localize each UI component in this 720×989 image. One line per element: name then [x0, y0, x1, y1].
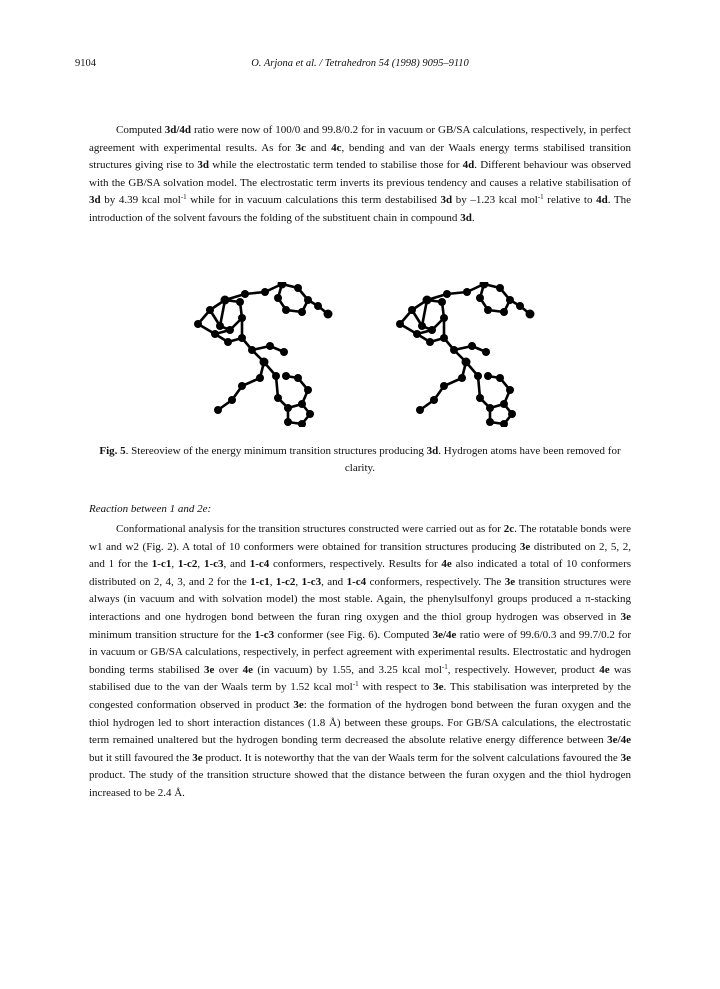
- molecule-right-view: [396, 282, 535, 427]
- paragraph-computed-ratio: [89, 122, 631, 228]
- running-head: O. Arjona et al. / Tetrahedron 54 (1998) 9095–9110: [251, 58, 469, 69]
- paragraph-text: Computed 3d/4d ratio were now of 100/0 and 99.8/0.2 for in vacuum or GB/SA calculations, respectively, in perfect agreement with experimental results. As for 3c and 4c, bending and van der Waals energy terms stabilised transition structures giving rise to 3d while the electrostatic term tended to stabilise those for 4d. Different behaviour was observed with the GB/SA solvation model. The electrostatic term inverts its previous tendency and causes a relative stabilisation of 3d by 4.39 kcal mol$^{-1}$ while for in vacuum calculations this term destabilised 3d by –1.23 kcal mol$^{-1}$ relative to 4d. The introduction of the solvent favours the folding of the substituent chain in compound 3d.: [89, 124, 631, 224]
- page-header: [75, 58, 645, 72]
- paragraph-reaction-1-2e: [89, 521, 631, 803]
- stereoview-figure: [180, 282, 560, 427]
- section-subheading: Reaction between 1 and 2e:: [89, 503, 212, 515]
- paragraph-text: Conformational analysis for the transition structures constructed were carried out as for 2c. The rotatable bonds were w1 and w2 (Fig. 2). A total of 10 conformers were obtained for transition structures producing 3e distributed on 2, 5, 2, and 1 for the 1-c1, 1-c2, 1-c3, and 1-c4 conformers, respectively. Results for 4e also indicated a total of 10 conformers distributed on 2, 4, 3, and 2 for the 1-c1, 1-c2, 1-c3, and 1-c4 conformers, respectively. The 3e transition structures were always (in vacuum and with solvation model) the most stable. Again, the phenylsulfonyl groups produced a π-stacking interactions and one hydrogen bond between the furan ring oxygen and the thiol group hydrogen was observed in 3e minimum transition structure for the 1-c3 conformer (see Fig. 6). Computed 3e/4e ratio were of 99.6/0.3 and 99.7/0.2 for in vacuum or GB/SA calculations, respectively, in perfect agreement with experimental results. Electrostatic and hydrogen bonding terms stabilised 3e over 4e (in vacuum) by 1.55, and 3.25 kcal mol$^{-1}$, respectively. However, product 4e was stabilised due to the van der Waals term by 1.52 kcal mol$^{-1}$ with respect to 3e. This stabilisation was interpreted by the congested conformation observed in product 3e: the formation of the hydrogen bond between the furan oxygen and the thiol hydrogen led to short interaction distances (1.8 Å) between these groups. For GB/SA calculations, the electrostatic term remained unaltered but the hydrogen bonding term decreased the absolute relative energy difference between 3e/4e but it still favoured the 3e product. It is noteworthy that the van der Waals term for the solvent calculations favoured the 3e product. The study of the transition structure showed that the distance between the furan oxygen and the thiol hydrogen increased to be 2.4 Å.: [89, 523, 632, 799]
- figure-label: Fig. 5: [99, 445, 126, 457]
- page-number: 9104: [75, 58, 96, 69]
- figure-caption: Fig. 5. Stereoview of the energy minimum transition structures producing 3d. Hydrogen atoms have been removed for clarity.: [99, 445, 621, 474]
- molecule-left-view: [194, 282, 333, 427]
